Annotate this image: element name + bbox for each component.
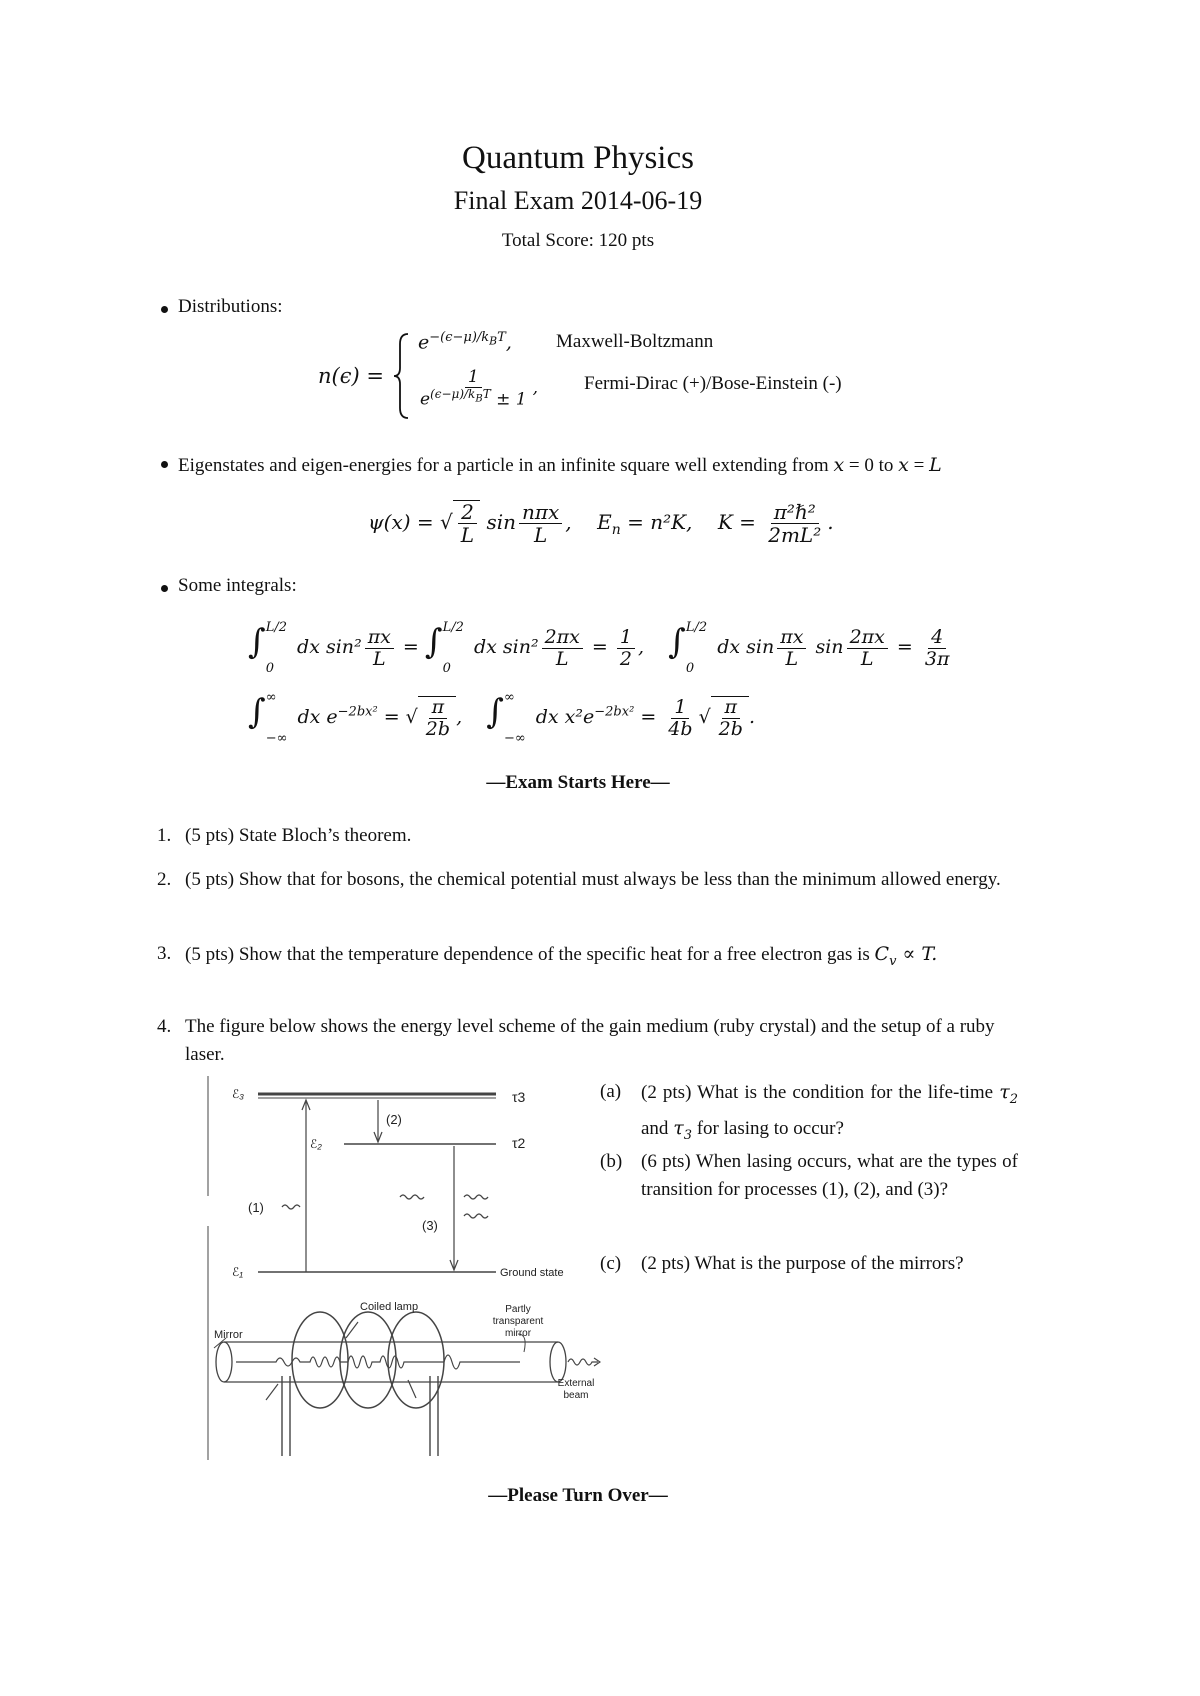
photon-squiggle-2 (400, 1195, 424, 1199)
fd-formula: $\frac{1}{e^{(\epsilon-\mu)/k_BT} \pm 1}$ , (420, 367, 538, 410)
photon-squiggle-3 (464, 1195, 488, 1199)
beam-path (236, 1355, 520, 1369)
x-L: x (898, 454, 909, 476)
integrals-label: Some integrals: (178, 575, 297, 596)
please-turn-over: —Please Turn Over— (488, 1485, 668, 1506)
ground-state-label: Ground state (500, 1267, 564, 1279)
transparent-label: transparent (492, 1316, 544, 1327)
integrals-bullet (178, 575, 297, 597)
subquestion-c: (c) (2 pts) What is the purpose of the mirrors? (600, 1253, 964, 1274)
beam-label: beam (563, 1390, 589, 1401)
distribution-formula (318, 330, 938, 420)
scatter-arrow-2 (408, 1380, 416, 1398)
subquestion-a: (a) (2 pts) What is the condition for the life-time $\tau_2$ and $\tau_3$ for lasing to occur? (600, 1081, 1018, 1143)
x-zero: x (833, 454, 845, 476)
total-score: Total Score: 120 pts (501, 230, 655, 251)
scatter-arrow-3 (346, 1322, 358, 1338)
scatter-arrow-1 (266, 1384, 278, 1400)
exam-subtitle: Final Exam 2014-06-19 (453, 186, 703, 215)
n-epsilon-lhs: n(ϵ) = (318, 364, 384, 388)
distributions-label: Distributions: (178, 296, 283, 317)
partly-label: Partly (505, 1304, 531, 1315)
subquestion-b: (b) (6 pts) When lasing occurs, what are the types of transition for processes (1), (2), and (3)? (600, 1151, 1018, 1200)
question-3: 3. (5 pts) Show that the temperature dependence of the specific heat for a free electron gas is $C_v \propto T$. (157, 943, 938, 969)
tau3-label: τ3 (512, 1089, 526, 1105)
page-title: Quantum Physics (462, 140, 694, 176)
left-brace-icon (392, 332, 412, 420)
mb-formula: $e^{-(\epsilon-\mu)/k_BT}$, (418, 330, 512, 354)
cv-proportional-t: $C_v \propto T$. (874, 943, 938, 969)
well-text-1: Eigenstates and eigen-energies for a particle in an infinite square well extending from (178, 455, 829, 476)
integrals-line-1: ∫ L/2 0 dx sin² $\frac{\pi x}{L}$ = ∫ L/2 0 dx sin² $\frac{2\pi x}{L}$ = $\frac{1}{2}$ , ∫ L/2 0 dx sin $\frac{\pi x}{L}$ sin $\frac{2\pi x}{L}$ = $\frac{4}{3\pi}$ (248, 620, 950, 676)
question-4: 4. The figure below shows the energy level scheme of the gain medium (ruby crystal) and the setup of a ruby laser. (157, 1016, 995, 1065)
integrals-line-2: ∫ ∞ −∞ dx $e^{-2bx^2}$ = √ $\frac{\pi}{2b}$ , ∫ ∞ −∞ dx $x^2e^{-2bx^2}$ = $\frac{1}{4b}$ √ $\frac{\pi}{2b}$ . (248, 690, 755, 746)
question-1: 1. (5 pts) State Bloch’s theorem. (157, 825, 412, 846)
mb-label: Maxwell-Boltzmann (556, 331, 714, 352)
external-beam-squiggle (568, 1359, 598, 1365)
mirror-2-label: mirror (504, 1328, 532, 1339)
mirror-label: Mirror (214, 1329, 243, 1341)
level-2-label: ℰ₂ (310, 1137, 322, 1151)
process-1-label: (1) (248, 1200, 264, 1215)
external-label: External (557, 1378, 595, 1389)
question-2: 2. (5 pts) Show that for bosons, the chemical potential must always be less than the minimum allowed energy. (157, 869, 1001, 890)
ruby-laser-figure (196, 1076, 601, 1460)
fd-label: Fermi-Dirac (+)/Bose-Einstein (-) (584, 373, 842, 394)
coiled-lamp-label: Coiled lamp (360, 1301, 419, 1313)
process-2-label: (2) (386, 1112, 402, 1127)
eigenstate-formula: ψ(x) = √ $\frac{2}{L}$ sin $\frac{\text{nπx}}{L}$ , $E_n = n^2K$, K = $\frac{\text{π²ℏ²}}{\text{2mL²}}$ . (368, 500, 834, 547)
photon-squiggle-4 (464, 1214, 488, 1218)
rod-right-end (550, 1342, 566, 1382)
level-1-label: ℰ₁ (232, 1265, 244, 1279)
exam-starts-heading: —Exam Starts Here— (486, 772, 670, 793)
process-3-label: (3) (422, 1218, 438, 1233)
square-well-bullet: Eigenstates and eigen-energies for a particle in an infinite square well extending from x = 0 to x = L (178, 451, 1018, 480)
well-text-2: to (878, 455, 894, 476)
photon-squiggle-1 (282, 1205, 300, 1209)
distributions-bullet (178, 296, 283, 318)
level-3-label: ℰ₃ (232, 1087, 245, 1101)
rod-left-end (216, 1342, 232, 1382)
tau2-label: τ2 (512, 1135, 526, 1151)
